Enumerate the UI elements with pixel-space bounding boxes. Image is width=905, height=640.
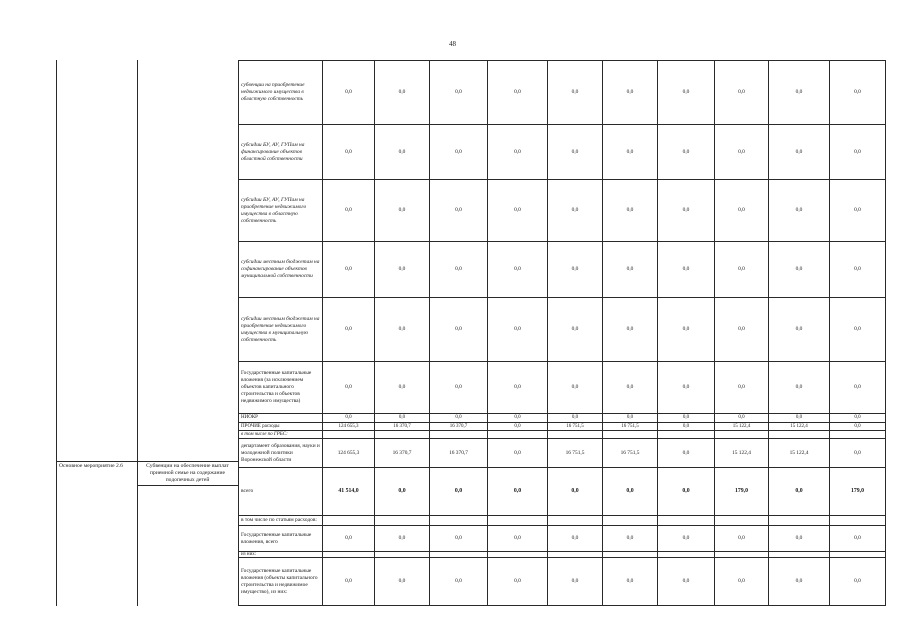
value-cell: 0,0 [323, 558, 375, 606]
value-cell [830, 430, 886, 438]
value-cell [488, 515, 548, 525]
row-label: всего [239, 468, 323, 516]
value-cell: 16 751,5 [548, 422, 603, 430]
row-label: департамент образования, науки и молодежной политики Воронежской области [239, 439, 323, 468]
value-cell: 0,0 [658, 558, 715, 606]
value-cell: 0,0 [323, 362, 375, 414]
value-cell: 0,0 [323, 242, 375, 298]
table-row [239, 298, 886, 362]
value-cell: 0,0 [769, 298, 830, 362]
value-cell: 0,0 [548, 526, 603, 552]
value-cell: 16 370,7 [375, 439, 430, 468]
value-cell: 124 655,3 [323, 439, 375, 468]
value-cell: 0,0 [603, 298, 658, 362]
value-cell [375, 430, 430, 438]
row-label: субсидии БУ, АУ, ГУПам на приобретение недвижимого имущества в областную собственность [239, 180, 323, 242]
value-cell: 0,0 [548, 558, 603, 606]
table-row [239, 180, 886, 242]
value-cell: 0,0 [658, 298, 715, 362]
row-label: субсидии БУ, АУ, ГУПам на финансирование объектов областной собственности [239, 125, 323, 180]
table-row [239, 422, 886, 430]
value-cell: 0,0 [488, 422, 548, 430]
value-cell: 0,0 [658, 362, 715, 414]
value-cell [323, 430, 375, 438]
value-cell: 0,0 [830, 180, 886, 242]
value-cell: 0,0 [375, 526, 430, 552]
value-cell: 0,0 [548, 468, 603, 516]
value-cell [430, 515, 488, 525]
budget-table [238, 60, 886, 606]
value-cell [658, 515, 715, 525]
value-cell: 0,0 [830, 362, 886, 414]
value-cell: 0,0 [658, 61, 715, 125]
value-cell: 0,0 [830, 422, 886, 430]
value-cell: 0,0 [769, 362, 830, 414]
value-cell: 0,0 [830, 526, 886, 552]
value-cell: 0,0 [323, 414, 375, 422]
value-cell: 0,0 [375, 61, 430, 125]
value-cell: 0,0 [603, 362, 658, 414]
table-row [239, 362, 886, 414]
value-cell: 16 370,7 [430, 422, 488, 430]
value-cell: 0,0 [769, 242, 830, 298]
value-cell: 0,0 [658, 468, 715, 516]
row-label: Государственные капитальные вложения, всего [239, 526, 323, 552]
value-cell: 0,0 [830, 298, 886, 362]
value-cell [548, 430, 603, 438]
value-cell: 0,0 [603, 526, 658, 552]
value-cell: 16 751,5 [548, 439, 603, 468]
value-cell: 0,0 [375, 298, 430, 362]
value-cell [769, 430, 830, 438]
value-cell: 0,0 [375, 242, 430, 298]
value-cell: 0,0 [548, 125, 603, 180]
value-cell [488, 430, 548, 438]
value-cell: 179,0 [715, 468, 769, 516]
column-divider-line [137, 60, 138, 606]
value-cell: 0,0 [488, 439, 548, 468]
value-cell: 0,0 [769, 526, 830, 552]
value-cell [658, 430, 715, 438]
row-label: субсидии местным бюджетам на приобретение недвижимого имущества в муниципальную собственность [239, 298, 323, 362]
value-cell: 0,0 [548, 414, 603, 422]
table-row [239, 526, 886, 552]
section-mid-line [137, 485, 238, 486]
table-row [239, 430, 886, 438]
value-cell: 0,0 [548, 298, 603, 362]
table-row [239, 558, 886, 606]
row-label: Государственные капитальные вложения (объекты капитального строительства и недвижимое имущество), из них: [239, 558, 323, 606]
value-cell: 0,0 [488, 242, 548, 298]
value-cell: 0,0 [658, 125, 715, 180]
value-cell: 0,0 [323, 298, 375, 362]
value-cell: 0,0 [830, 558, 886, 606]
value-cell: 0,0 [488, 468, 548, 516]
value-cell: 0,0 [430, 526, 488, 552]
value-cell: 0,0 [830, 125, 886, 180]
value-cell: 0,0 [375, 362, 430, 414]
value-cell: 0,0 [488, 362, 548, 414]
value-cell: 0,0 [548, 242, 603, 298]
value-cell: 0,0 [658, 414, 715, 422]
value-cell: 0,0 [488, 414, 548, 422]
value-cell: 0,0 [375, 414, 430, 422]
value-cell: 0,0 [603, 468, 658, 516]
value-cell: 0,0 [769, 414, 830, 422]
table-row [239, 468, 886, 516]
value-cell: 0,0 [548, 180, 603, 242]
value-cell [603, 515, 658, 525]
value-cell: 0,0 [769, 61, 830, 125]
value-cell: 0,0 [430, 61, 488, 125]
value-cell: 15 122,4 [715, 439, 769, 468]
value-cell: 0,0 [769, 468, 830, 516]
row-label: субсидии местным бюджетам на софинансирование объектов муниципальной собственности [239, 242, 323, 298]
table-row [239, 61, 886, 125]
value-cell: 0,0 [430, 362, 488, 414]
value-cell: 0,0 [715, 298, 769, 362]
value-cell: 0,0 [375, 468, 430, 516]
main-event-label: Основное мероприятие 2.6 [59, 463, 123, 469]
row-label: из них: [239, 552, 323, 558]
section-top-line [56, 461, 238, 462]
value-cell: 16 370,7 [430, 439, 488, 468]
value-cell: 0,0 [430, 298, 488, 362]
value-cell [715, 515, 769, 525]
value-cell: 0,0 [430, 468, 488, 516]
value-cell: 0,0 [488, 61, 548, 125]
value-cell: 0,0 [375, 558, 430, 606]
value-cell: 0,0 [430, 414, 488, 422]
value-cell: 0,0 [658, 526, 715, 552]
value-cell: 0,0 [715, 526, 769, 552]
value-cell: 15 122,4 [769, 422, 830, 430]
value-cell: 0,0 [323, 61, 375, 125]
value-cell: 15 122,4 [769, 439, 830, 468]
value-cell: 0,0 [715, 362, 769, 414]
value-cell: 0,0 [488, 526, 548, 552]
table-row [239, 515, 886, 525]
value-cell: 15 122,4 [715, 422, 769, 430]
value-cell [603, 430, 658, 438]
value-cell: 0,0 [769, 125, 830, 180]
value-cell: 0,0 [430, 180, 488, 242]
row-label: в том числе по ГРБС: [239, 430, 323, 438]
value-cell: 0,0 [658, 439, 715, 468]
value-cell: 0,0 [548, 61, 603, 125]
value-cell: 0,0 [658, 242, 715, 298]
value-cell: 0,0 [715, 180, 769, 242]
value-cell: 0,0 [323, 526, 375, 552]
value-cell: 0,0 [430, 125, 488, 180]
left-border-line [56, 60, 57, 606]
value-cell: 0,0 [715, 61, 769, 125]
value-cell: 0,0 [603, 414, 658, 422]
value-cell [323, 515, 375, 525]
value-cell: 0,0 [430, 558, 488, 606]
value-cell: 124 655,3 [323, 422, 375, 430]
row-label: субвенции на приобретение недвижимого имущества в областную собственность [239, 61, 323, 125]
row-label: ПРОЧИЕ расходы [239, 422, 323, 430]
value-cell: 16 751,5 [603, 422, 658, 430]
value-cell: 0,0 [658, 180, 715, 242]
value-cell: 0,0 [603, 61, 658, 125]
value-cell: 0,0 [603, 125, 658, 180]
value-cell: 0,0 [830, 242, 886, 298]
value-cell: 0,0 [548, 362, 603, 414]
value-cell: 0,0 [488, 180, 548, 242]
value-cell: 0,0 [603, 558, 658, 606]
event-name-label: Субвенции на обеспечение выплат приемной семье на содержание подопечных детей [146, 463, 229, 483]
row-label: НИОКР [239, 414, 323, 422]
value-cell: 41 514,0 [323, 468, 375, 516]
value-cell: 0,0 [323, 125, 375, 180]
table-row [239, 242, 886, 298]
value-cell [375, 515, 430, 525]
value-cell: 0,0 [715, 558, 769, 606]
value-cell: 0,0 [488, 125, 548, 180]
table-row [239, 439, 886, 468]
value-cell: 0,0 [603, 242, 658, 298]
table-row [239, 125, 886, 180]
value-cell: 0,0 [658, 422, 715, 430]
value-cell: 179,0 [830, 468, 886, 516]
value-cell: 0,0 [715, 414, 769, 422]
table-row [239, 414, 886, 422]
value-cell [830, 515, 886, 525]
value-cell: 0,0 [375, 125, 430, 180]
value-cell: 16 370,7 [375, 422, 430, 430]
value-cell: 0,0 [603, 180, 658, 242]
value-cell [769, 515, 830, 525]
value-cell: 0,0 [488, 298, 548, 362]
value-cell: 0,0 [830, 439, 886, 468]
value-cell: 0,0 [323, 180, 375, 242]
value-cell: 16 751,5 [603, 439, 658, 468]
value-cell: 0,0 [430, 242, 488, 298]
value-cell [715, 430, 769, 438]
value-cell: 0,0 [769, 558, 830, 606]
value-cell: 0,0 [715, 242, 769, 298]
value-cell: 0,0 [488, 558, 548, 606]
value-cell: 0,0 [769, 180, 830, 242]
page-number: 48 [449, 40, 456, 48]
value-cell: 0,0 [830, 414, 886, 422]
value-cell [548, 515, 603, 525]
value-cell: 0,0 [830, 61, 886, 125]
value-cell [430, 430, 488, 438]
row-label: Государственные капитальные вложения (за исключением объектов капитального строительства и объектов недвижимого имущества) [239, 362, 323, 414]
value-cell: 0,0 [375, 180, 430, 242]
value-cell: 0,0 [715, 125, 769, 180]
row-label: в том числе по статьям расходов: [239, 515, 323, 525]
